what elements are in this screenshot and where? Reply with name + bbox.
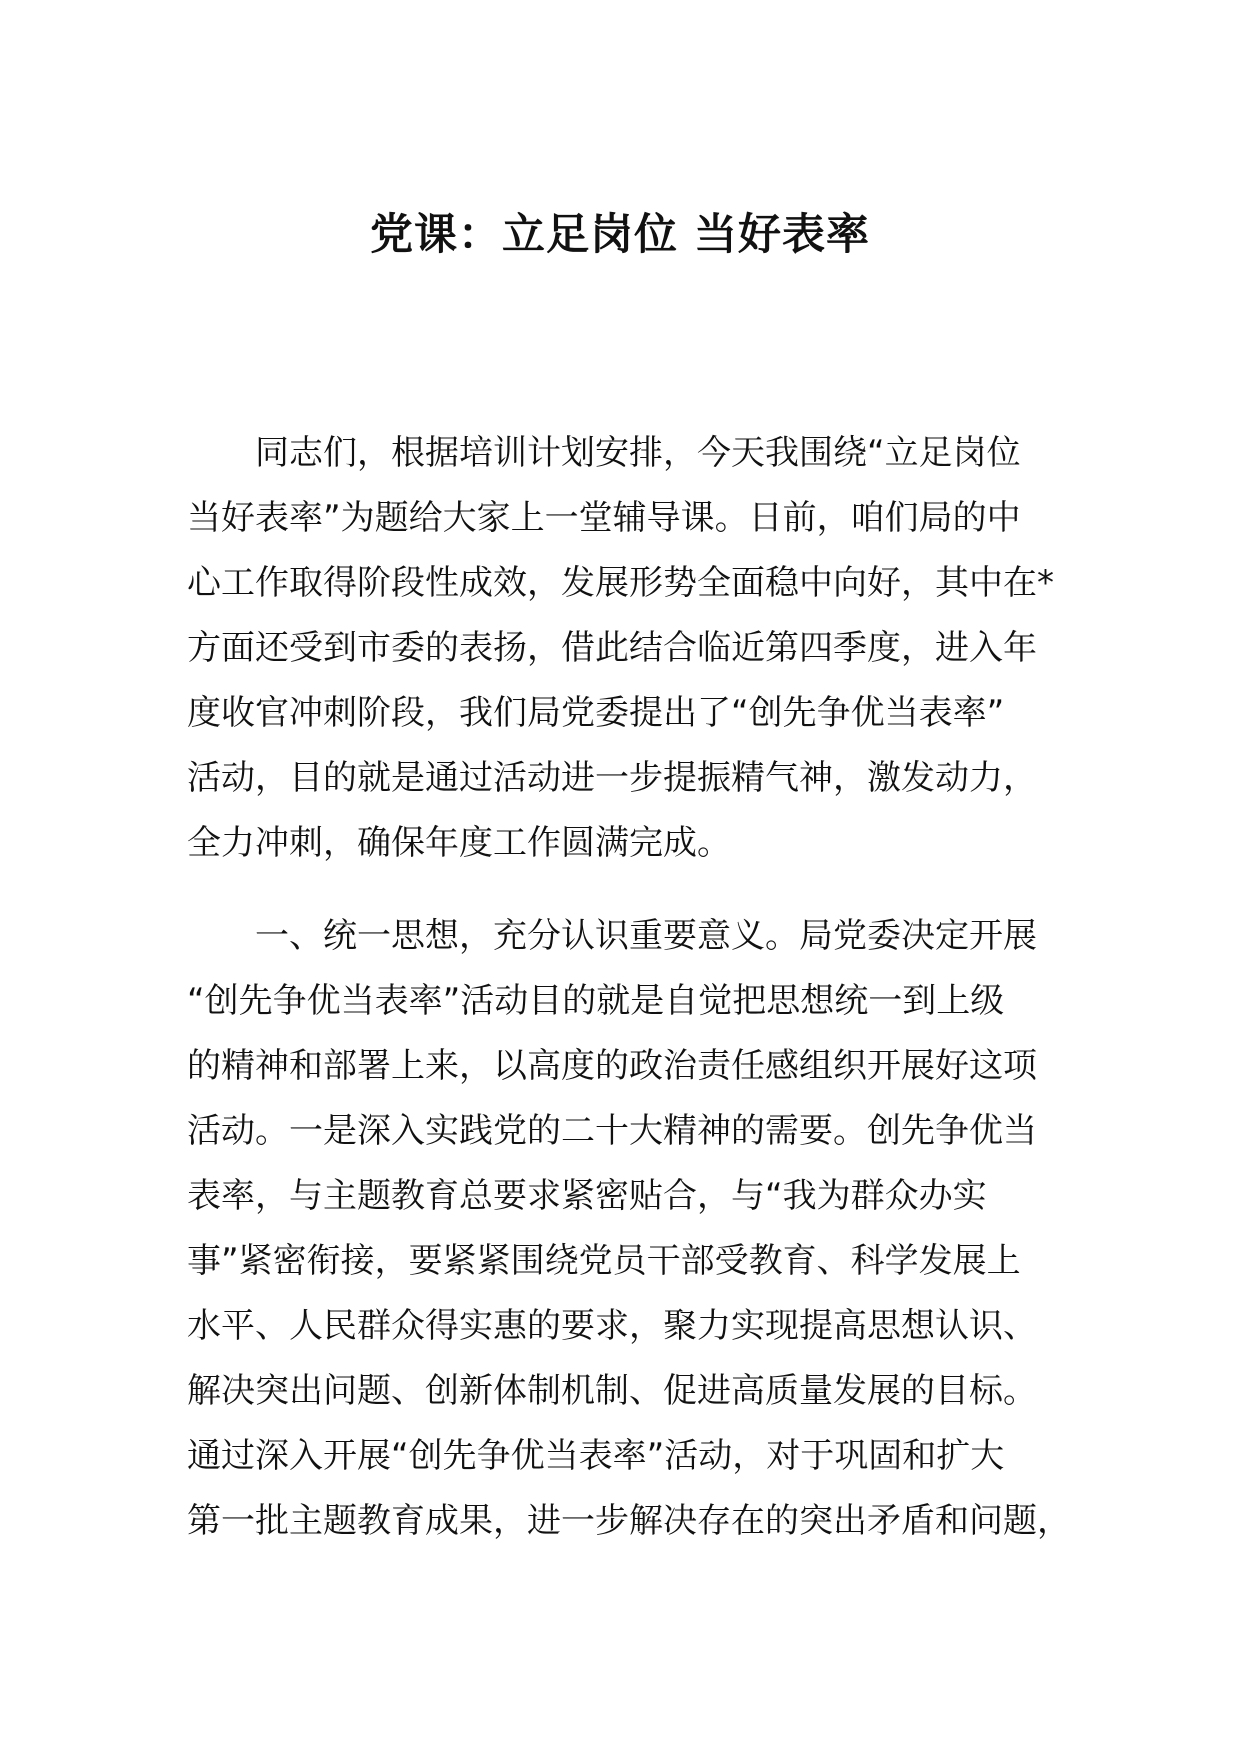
paragraph-intro: [187, 421, 1067, 876]
text-line: 度收官冲刺阶段，我们局党委提出了“创先争优当表率”: [187, 693, 1005, 733]
text-line: 表率，与主题教育总要求紧密贴合，与“我为群众办实: [187, 1176, 987, 1216]
text-line: 一、统一思想，充分认识重要意义。局党委决定开展: [255, 916, 1037, 956]
document-title: 党课：立足岗位 当好表率: [370, 210, 870, 260]
text-line: 同志们，根据培训计划安排，今天我围绕“立足岗位: [255, 433, 1021, 473]
text-line: 解决突出问题、创新体制机制、促进高质量发展的目标。: [187, 1371, 1037, 1411]
text-line: “创先争优当表率”活动目的就是自觉把思想统一到上级: [187, 981, 1005, 1021]
text-line: 全力冲刺，确保年度工作圆满完成。: [187, 823, 731, 863]
text-line: 水平、人民群众得实惠的要求，聚力实现提高思想认识、: [187, 1306, 1037, 1346]
text-line: 当好表率”为题给大家上一堂辅导课。日前，咱们局的中: [187, 498, 1021, 538]
text-line: 事”紧密衔接，要紧紧围绕党员干部受教育、科学发展上: [187, 1241, 1021, 1281]
text-line: 活动。一是深入实践党的二十大精神的需要。创先争优当: [187, 1111, 1037, 1151]
paragraph-section-one: [187, 904, 1071, 1554]
text-line: 活动，目的就是通过活动进一步提振精气神，激发动力，: [187, 758, 1037, 798]
text-line: 的精神和部署上来，以高度的政治责任感组织开展好这项: [187, 1046, 1037, 1086]
text-line: 心工作取得阶段性成效，发展形势全面稳中向好，其中在*: [187, 563, 1054, 603]
text-line: 通过深入开展“创先争优当表率”活动，对于巩固和扩大: [187, 1436, 1005, 1476]
text-line: 方面还受到市委的表扬，借此结合临近第四季度，进入年: [187, 628, 1037, 668]
text-line: 第一批主题教育成果，进一步解决存在的突出矛盾和问题，: [187, 1501, 1071, 1541]
